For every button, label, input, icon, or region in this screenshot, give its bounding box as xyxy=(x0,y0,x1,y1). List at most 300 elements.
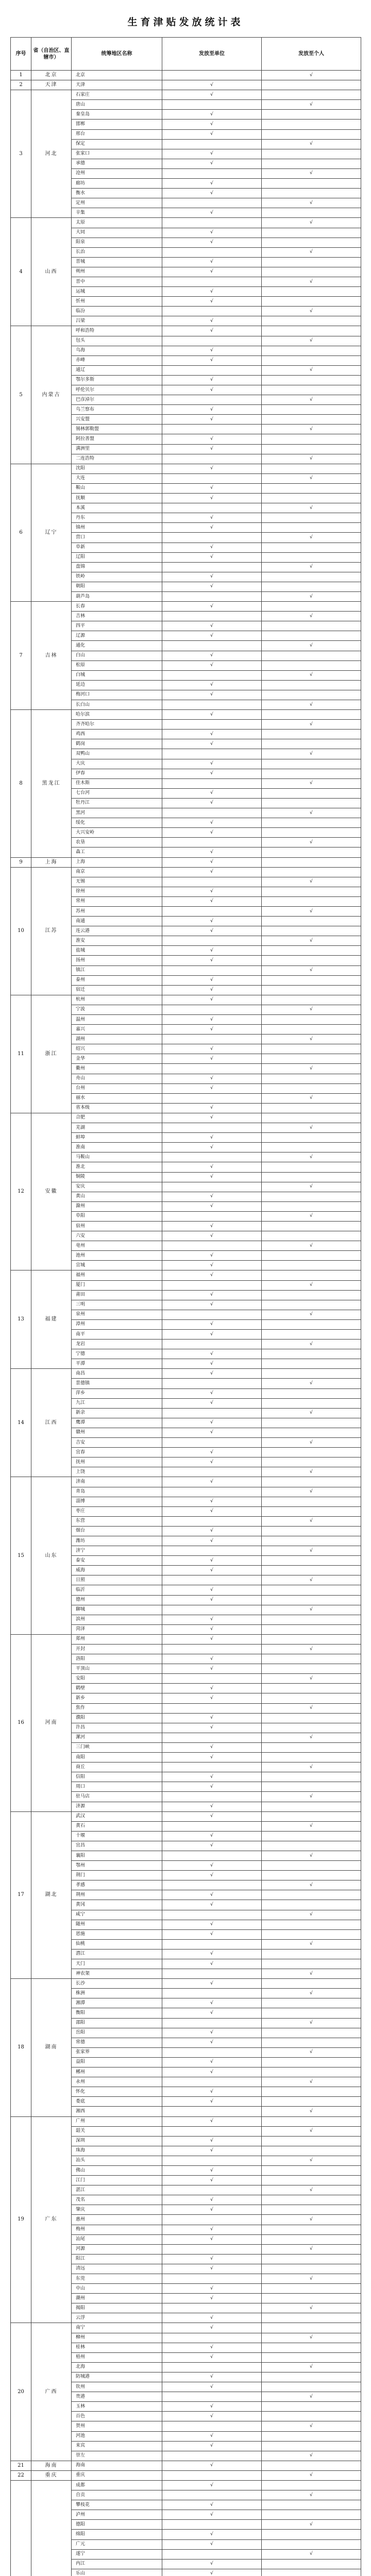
city-cell: 绍兴 xyxy=(72,1044,162,1054)
city-cell: 运城 xyxy=(72,287,162,297)
pay-to-unit-cell: √ xyxy=(162,1526,262,1536)
pay-to-person-cell: √ xyxy=(262,1880,361,1890)
city-cell: 盘锦 xyxy=(72,562,162,572)
pay-to-person-cell xyxy=(262,385,361,395)
pay-to-unit-cell xyxy=(162,1340,262,1349)
pay-to-unit-cell: √ xyxy=(162,385,262,395)
city-cell: 荆州 xyxy=(72,1890,162,1900)
city-cell: 黄冈 xyxy=(72,1900,162,1910)
city-cell: 齐齐哈尔 xyxy=(72,720,162,730)
pay-to-person-cell xyxy=(262,2146,361,2156)
city-cell: 四平 xyxy=(72,621,162,631)
pay-to-unit-cell: √ xyxy=(162,769,262,778)
pay-to-unit-cell: √ xyxy=(162,1192,262,1201)
pay-to-person-cell xyxy=(262,1693,361,1703)
row-number: 14 xyxy=(11,1369,31,1477)
pay-to-unit-cell xyxy=(162,2421,262,2431)
pay-to-unit-cell: √ xyxy=(162,926,262,936)
pay-to-person-cell: √ xyxy=(262,1182,361,1192)
pay-to-person-cell xyxy=(262,444,361,454)
pay-to-unit-cell: √ xyxy=(162,267,262,277)
pay-to-person-cell: √ xyxy=(262,2333,361,2343)
pay-to-person-cell xyxy=(262,326,361,336)
city-cell: 锦州 xyxy=(72,523,162,533)
pay-to-unit-cell: √ xyxy=(162,2559,262,2569)
city-cell: 鹤壁 xyxy=(72,1684,162,1693)
pay-to-person-cell: √ xyxy=(262,1762,361,1772)
city-cell: 汕尾 xyxy=(72,2234,162,2244)
city-cell: 长白山 xyxy=(72,700,162,710)
pay-to-person-cell xyxy=(262,1192,361,1201)
pay-to-unit-cell: √ xyxy=(162,523,262,533)
pay-to-person-cell xyxy=(262,1624,361,1634)
pay-to-person-cell xyxy=(262,1585,361,1595)
pay-to-unit-cell: √ xyxy=(162,1566,262,1575)
city-cell: 邯郸 xyxy=(72,120,162,129)
pay-to-unit-cell xyxy=(162,1546,262,1556)
pay-to-unit-cell xyxy=(162,2077,262,2087)
pay-to-unit-cell: √ xyxy=(162,1349,262,1359)
city-cell: 马鞍山 xyxy=(72,1153,162,1162)
pay-to-unit-cell xyxy=(162,454,262,464)
province-cell: 黑龙江 xyxy=(31,710,72,857)
pay-to-person-cell: √ xyxy=(262,2421,361,2431)
pay-to-unit-cell: √ xyxy=(162,2412,262,2421)
pay-to-unit-cell xyxy=(162,1969,262,1979)
city-cell: 宜昌 xyxy=(72,1841,162,1851)
pay-to-unit-cell: √ xyxy=(162,326,262,336)
pay-to-person-cell: √ xyxy=(262,2215,361,2225)
pay-to-unit-cell: √ xyxy=(162,2146,262,2156)
pay-to-unit-cell xyxy=(162,1605,262,1615)
city-cell: 许昌 xyxy=(72,1723,162,1733)
pay-to-person-cell: √ xyxy=(262,1939,361,1949)
pay-to-person-cell: √ xyxy=(262,1005,361,1014)
header-no: 序号 xyxy=(11,38,31,71)
pay-to-person-cell xyxy=(262,316,361,326)
pay-to-person-cell xyxy=(262,208,361,218)
pay-to-person-cell xyxy=(262,1270,361,1280)
pay-to-person-cell: √ xyxy=(262,1379,361,1388)
row-number xyxy=(11,2480,31,2576)
pay-to-person-cell xyxy=(262,2097,361,2107)
city-cell: 承德 xyxy=(72,159,162,168)
pay-to-unit-cell: √ xyxy=(162,1143,262,1153)
city-cell: 萍乡 xyxy=(72,1388,162,1398)
pay-to-person-cell xyxy=(262,179,361,189)
pay-to-person-cell xyxy=(262,867,361,877)
pay-to-unit-cell: √ xyxy=(162,2087,262,2097)
city-cell: 随州 xyxy=(72,1920,162,1929)
pay-to-person-cell xyxy=(262,1654,361,1664)
header-province: 省（自治区、直辖市） xyxy=(31,38,72,71)
pay-to-person-cell: √ xyxy=(262,700,361,710)
pay-to-unit-cell: √ xyxy=(162,739,262,749)
city-cell: 葫芦岛 xyxy=(72,591,162,601)
city-cell: 哈尔滨 xyxy=(72,710,162,720)
pay-to-unit-cell xyxy=(162,591,262,601)
city-cell: 省本级 xyxy=(72,1103,162,1113)
pay-to-unit-cell: √ xyxy=(162,552,262,562)
city-cell: 秦皇岛 xyxy=(72,110,162,120)
table-row xyxy=(11,1979,361,1989)
row-number: 16 xyxy=(11,1634,31,1811)
pay-to-person-cell: √ xyxy=(262,2185,361,2195)
pay-to-person-cell xyxy=(262,680,361,690)
city-cell: 亳州 xyxy=(72,1241,162,1251)
city-cell: 福州 xyxy=(72,1270,162,1280)
province-cell: 湖南 xyxy=(31,1979,72,2116)
city-cell: 宁波 xyxy=(72,1005,162,1014)
pay-to-unit-cell xyxy=(162,247,262,257)
pay-to-person-cell xyxy=(262,415,361,425)
pay-to-person-cell xyxy=(262,1920,361,1929)
city-cell: 遂宁 xyxy=(72,2549,162,2559)
city-cell: 德州 xyxy=(72,1595,162,1605)
pay-to-unit-cell: √ xyxy=(162,1929,262,1939)
pay-to-person-cell xyxy=(262,464,361,473)
pay-to-person-cell xyxy=(262,2313,361,2323)
pay-to-person-cell xyxy=(262,1103,361,1113)
pay-to-person-cell: √ xyxy=(262,2392,361,2402)
pay-to-unit-cell xyxy=(162,1851,262,1860)
pay-to-person-cell xyxy=(262,602,361,612)
city-cell: 衡阳 xyxy=(72,2008,162,2018)
pay-to-person-cell xyxy=(262,2352,361,2362)
pay-to-person-cell xyxy=(262,1959,361,1969)
pay-to-unit-cell xyxy=(162,1821,262,1831)
city-cell: 保定 xyxy=(72,139,162,149)
city-cell: 濮阳 xyxy=(72,1713,162,1723)
pay-to-person-cell: √ xyxy=(262,1035,361,1044)
row-number: 6 xyxy=(11,464,31,601)
pay-to-unit-cell xyxy=(162,1792,262,1802)
pay-to-unit-cell: √ xyxy=(162,2116,262,2126)
city-cell: 嘉兴 xyxy=(72,1025,162,1035)
pay-to-unit-cell xyxy=(162,2244,262,2254)
pay-to-person-cell xyxy=(262,2195,361,2205)
pay-to-person-cell: √ xyxy=(262,307,361,316)
city-cell: 吕梁 xyxy=(72,316,162,326)
city-cell: 成都 xyxy=(72,2480,162,2490)
pay-to-person-cell xyxy=(262,926,361,936)
pay-to-unit-cell xyxy=(162,198,262,208)
city-cell: 吉安 xyxy=(72,1438,162,1448)
pay-to-unit-cell xyxy=(162,1989,262,1998)
pay-to-unit-cell: √ xyxy=(162,1742,262,1752)
pay-to-person-cell xyxy=(262,660,361,670)
pay-to-unit-cell: √ xyxy=(162,1802,262,1811)
city-cell: 抚顺 xyxy=(72,494,162,503)
pay-to-unit-cell: √ xyxy=(162,1290,262,1300)
pay-to-unit-cell xyxy=(162,503,262,513)
pay-to-person-cell xyxy=(262,2225,361,2234)
pay-to-person-cell: √ xyxy=(262,1153,361,1162)
city-cell: 鞍山 xyxy=(72,483,162,493)
city-cell: 满洲里 xyxy=(72,444,162,454)
city-cell: 铁岭 xyxy=(72,572,162,582)
pay-to-unit-cell: √ xyxy=(162,848,262,857)
pay-to-person-cell: √ xyxy=(262,1408,361,1418)
city-cell: 邢台 xyxy=(72,129,162,139)
pay-to-person-cell xyxy=(262,887,361,896)
province-cell: 湖北 xyxy=(31,1811,72,1979)
pay-to-unit-cell: √ xyxy=(162,1900,262,1910)
pay-to-person-cell: √ xyxy=(262,218,361,228)
pay-to-unit-cell: √ xyxy=(162,1103,262,1113)
pay-to-unit-cell xyxy=(162,1408,262,1418)
pay-to-person-cell xyxy=(262,2116,361,2126)
pay-to-unit-cell: √ xyxy=(162,1162,262,1172)
city-cell: 辛集 xyxy=(72,208,162,218)
statistics-table xyxy=(10,37,361,2576)
pay-to-person-cell xyxy=(262,759,361,769)
city-cell: 南宁 xyxy=(72,2323,162,2333)
pay-to-unit-cell: √ xyxy=(162,297,262,307)
row-number: 13 xyxy=(11,1270,31,1369)
pay-to-person-cell xyxy=(262,788,361,798)
city-cell: 牡丹江 xyxy=(72,798,162,808)
pay-to-person-cell: √ xyxy=(262,100,361,110)
pay-to-person-cell: √ xyxy=(262,838,361,848)
pay-to-person-cell xyxy=(262,1044,361,1054)
table-row xyxy=(11,2470,361,2480)
city-cell: 舟山 xyxy=(72,1074,162,1083)
pay-to-unit-cell: √ xyxy=(162,2136,262,2146)
pay-to-unit-cell xyxy=(162,1575,262,1585)
pay-to-unit-cell xyxy=(162,425,262,434)
pay-to-person-cell: √ xyxy=(262,139,361,149)
city-cell: 三门峡 xyxy=(72,1742,162,1752)
table-row xyxy=(11,995,361,1005)
pay-to-person-cell xyxy=(262,1526,361,1536)
city-cell: 常德 xyxy=(72,2038,162,2047)
city-cell: 汕头 xyxy=(72,2156,162,2165)
pay-to-person-cell xyxy=(262,1949,361,1959)
pay-to-person-cell xyxy=(262,1369,361,1379)
pay-to-person-cell xyxy=(262,1015,361,1025)
table-row xyxy=(11,80,361,90)
pay-to-person-cell: √ xyxy=(262,936,361,946)
pay-to-unit-cell xyxy=(162,2047,262,2057)
pay-to-person-cell: √ xyxy=(262,1851,361,1860)
pay-to-person-cell xyxy=(262,1684,361,1693)
pay-to-unit-cell xyxy=(162,1153,262,1162)
row-number: 4 xyxy=(11,218,31,326)
row-number: 1 xyxy=(11,71,31,80)
pay-to-unit-cell: √ xyxy=(162,1713,262,1723)
pay-to-person-cell: √ xyxy=(262,2362,361,2372)
pay-to-unit-cell: √ xyxy=(162,228,262,238)
pay-to-person-cell xyxy=(262,2057,361,2067)
pay-to-person-cell xyxy=(262,818,361,828)
pay-to-unit-cell: √ xyxy=(162,1054,262,1064)
pay-to-person-cell xyxy=(262,1929,361,1939)
pay-to-unit-cell: √ xyxy=(162,494,262,503)
city-cell: 南平 xyxy=(72,1330,162,1340)
pay-to-person-cell: √ xyxy=(262,1969,361,1979)
city-cell: 吉林 xyxy=(72,612,162,621)
pay-to-unit-cell xyxy=(162,2018,262,2028)
pay-to-person-cell xyxy=(262,2412,361,2421)
pay-to-unit-cell: √ xyxy=(162,2343,262,2352)
pay-to-unit-cell: √ xyxy=(162,179,262,189)
pay-to-person-cell xyxy=(262,848,361,857)
city-cell: 开封 xyxy=(72,1645,162,1654)
city-cell: 珠海 xyxy=(72,2146,162,2156)
city-cell: 肇庆 xyxy=(72,2205,162,2215)
pay-to-unit-cell: √ xyxy=(162,2028,262,2038)
pay-to-unit-cell: √ xyxy=(162,2176,262,2185)
table-row xyxy=(11,1811,361,1821)
city-cell: 莆田 xyxy=(72,1290,162,1300)
pay-to-person-cell: √ xyxy=(262,1645,361,1654)
pay-to-person-cell xyxy=(262,228,361,238)
pay-to-person-cell: √ xyxy=(262,1605,361,1615)
pay-to-unit-cell: √ xyxy=(162,1300,262,1310)
city-cell: 蚌埠 xyxy=(72,1133,162,1143)
province-cell: 广西 xyxy=(31,2323,72,2461)
pay-to-unit-cell xyxy=(162,670,262,680)
city-cell: 淮北 xyxy=(72,1162,162,1172)
pay-to-person-cell xyxy=(262,2008,361,2018)
city-cell: 日照 xyxy=(72,1575,162,1585)
pay-to-person-cell xyxy=(262,730,361,739)
pay-to-unit-cell: √ xyxy=(162,680,262,690)
pay-to-person-cell: √ xyxy=(262,1211,361,1221)
pay-to-person-cell xyxy=(262,1811,361,1821)
city-cell: 镇江 xyxy=(72,965,162,975)
pay-to-unit-cell xyxy=(162,2156,262,2165)
province-cell: 辽宁 xyxy=(31,464,72,601)
city-cell: 包头 xyxy=(72,336,162,346)
pay-to-person-cell xyxy=(262,1418,361,1428)
pay-to-unit-cell: √ xyxy=(162,434,262,444)
pay-to-person-cell xyxy=(262,189,361,198)
city-cell: 龙岩 xyxy=(72,1340,162,1349)
city-cell: 沧州 xyxy=(72,168,162,178)
pay-to-person-cell: √ xyxy=(262,2274,361,2284)
pay-to-unit-cell: √ xyxy=(162,1959,262,1969)
pay-to-unit-cell xyxy=(162,2333,262,2343)
city-cell: 淮南 xyxy=(72,1143,162,1153)
pay-to-unit-cell xyxy=(162,336,262,346)
pay-to-unit-cell: √ xyxy=(162,2323,262,2333)
pay-to-person-cell xyxy=(262,2431,361,2441)
pay-to-person-cell xyxy=(262,1890,361,1900)
pay-to-unit-cell: √ xyxy=(162,1074,262,1083)
city-cell: 益阳 xyxy=(72,2057,162,2067)
city-cell: 赣州 xyxy=(72,1428,162,1437)
pay-to-unit-cell: √ xyxy=(162,2530,262,2539)
pay-to-person-cell xyxy=(262,2176,361,2185)
pay-to-person-cell xyxy=(262,1300,361,1310)
pay-to-person-cell: √ xyxy=(262,1516,361,1526)
city-cell: 江门 xyxy=(72,2176,162,2185)
pay-to-unit-cell: √ xyxy=(162,287,262,297)
city-cell: 长治 xyxy=(72,247,162,257)
table-row xyxy=(11,867,361,877)
pay-to-person-cell: √ xyxy=(262,1575,361,1585)
pay-to-unit-cell: √ xyxy=(162,828,262,838)
city-cell: 洛阳 xyxy=(72,1654,162,1664)
header-city: 统筹地区名称 xyxy=(72,38,162,71)
pay-to-unit-cell xyxy=(162,1703,262,1713)
pay-to-unit-cell: √ xyxy=(162,2313,262,2323)
pay-to-person-cell: √ xyxy=(262,2490,361,2500)
city-cell: 恩施 xyxy=(72,1929,162,1939)
pay-to-person-cell xyxy=(262,149,361,159)
pay-to-unit-cell: √ xyxy=(162,2234,262,2244)
city-cell: 桂林 xyxy=(72,2343,162,2352)
city-cell: 潍坊 xyxy=(72,1536,162,1546)
pay-to-unit-cell: √ xyxy=(162,149,262,159)
pay-to-unit-cell: √ xyxy=(162,1388,262,1398)
pay-to-unit-cell xyxy=(162,936,262,946)
city-cell: 泰安 xyxy=(72,1556,162,1566)
pay-to-person-cell xyxy=(262,1330,361,1340)
city-cell: 安阳 xyxy=(72,1674,162,1684)
pay-to-person-cell: √ xyxy=(262,473,361,483)
city-cell: 滨州 xyxy=(72,1615,162,1624)
pay-to-unit-cell: √ xyxy=(162,1201,262,1211)
pay-to-unit-cell: √ xyxy=(162,90,262,100)
pay-to-person-cell: √ xyxy=(262,1280,361,1290)
pay-to-person-cell xyxy=(262,572,361,582)
pay-to-person-cell: √ xyxy=(262,1241,361,1251)
city-cell: 济源 xyxy=(72,1802,162,1811)
pay-to-unit-cell xyxy=(162,395,262,405)
pay-to-person-cell: √ xyxy=(262,1792,361,1802)
city-cell: 泉州 xyxy=(72,1310,162,1319)
pay-to-unit-cell: √ xyxy=(162,110,262,120)
city-cell: 信阳 xyxy=(72,1772,162,1782)
pay-to-unit-cell: √ xyxy=(162,1615,262,1624)
city-cell: 梅河口 xyxy=(72,690,162,700)
city-cell: 岳阳 xyxy=(72,2028,162,2038)
pay-to-person-cell xyxy=(262,956,361,965)
pay-to-person-cell xyxy=(262,405,361,415)
city-cell: 忻州 xyxy=(72,297,162,307)
city-cell: 百色 xyxy=(72,2412,162,2421)
pay-to-person-cell xyxy=(262,1782,361,1792)
pay-to-person-cell: √ xyxy=(262,277,361,286)
pay-to-unit-cell xyxy=(162,700,262,710)
pay-to-unit-cell: √ xyxy=(162,582,262,591)
pay-to-unit-cell: √ xyxy=(162,1871,262,1880)
pay-to-unit-cell xyxy=(162,778,262,788)
pay-to-unit-cell xyxy=(162,1005,262,1014)
pay-to-person-cell xyxy=(262,2500,361,2510)
city-cell: 杭州 xyxy=(72,995,162,1005)
pay-to-person-cell xyxy=(262,1143,361,1153)
pay-to-unit-cell xyxy=(162,2215,262,2225)
pay-to-person-cell xyxy=(262,1448,361,1458)
province-cell: 河北 xyxy=(31,90,72,218)
pay-to-unit-cell: √ xyxy=(162,405,262,415)
pay-to-person-cell xyxy=(262,129,361,139)
pay-to-person-cell: √ xyxy=(262,71,361,80)
pay-to-unit-cell: √ xyxy=(162,2254,262,2264)
pay-to-unit-cell: √ xyxy=(162,887,262,896)
pay-to-unit-cell xyxy=(162,641,262,651)
row-number: 22 xyxy=(11,2470,31,2480)
city-cell: 呼伦贝尔 xyxy=(72,385,162,395)
city-cell: 晋中 xyxy=(72,277,162,286)
pay-to-unit-cell: √ xyxy=(162,346,262,355)
pay-to-unit-cell xyxy=(162,2549,262,2559)
pay-to-person-cell xyxy=(262,297,361,307)
